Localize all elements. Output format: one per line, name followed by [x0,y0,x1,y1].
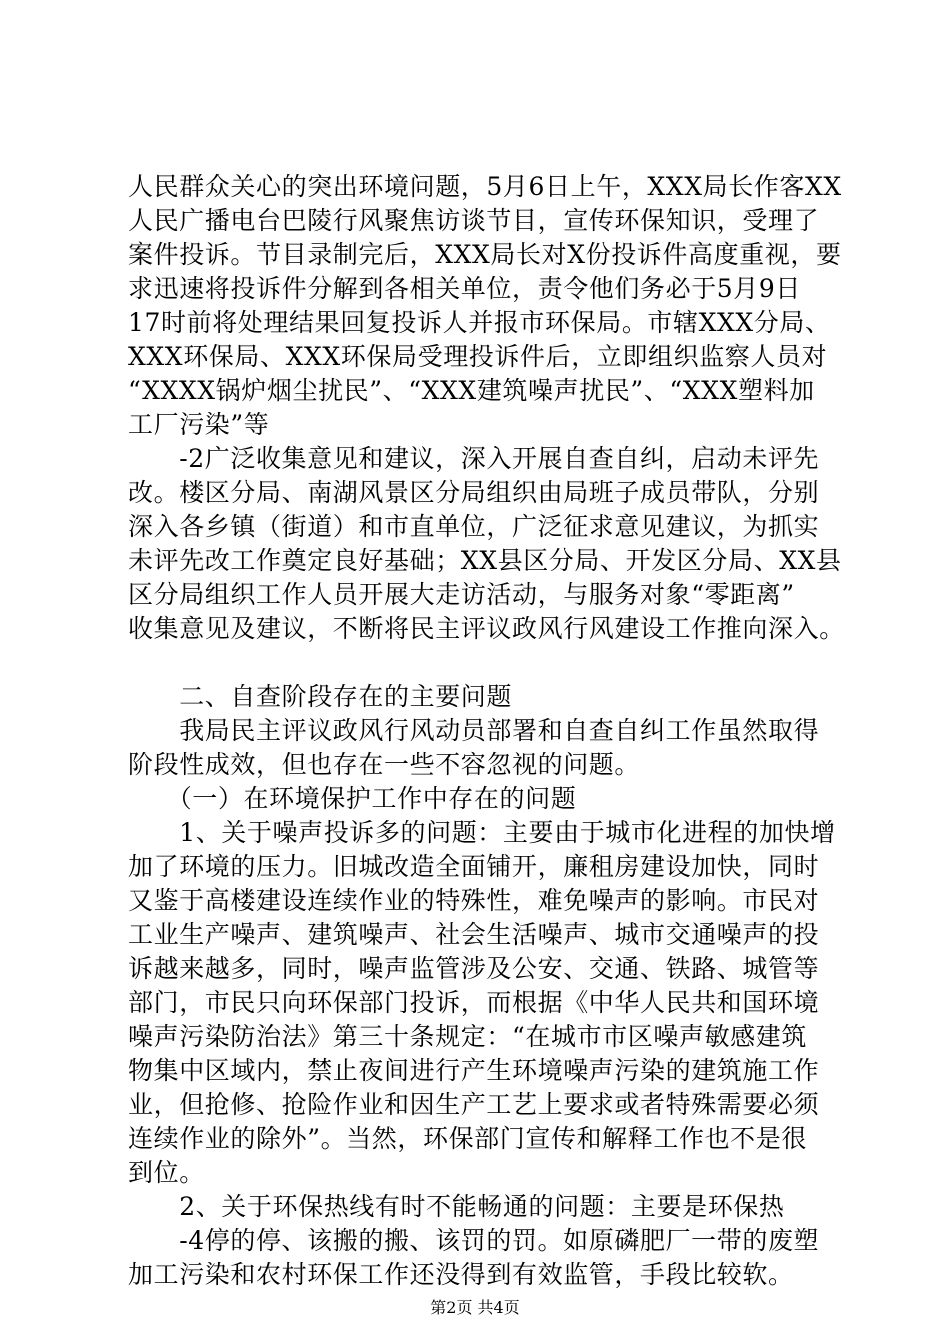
text-line: -4停的停、该搬的搬、该罚的罚。如原磷肥厂一带的废塑 [128,1226,820,1255]
text-line: “XXXX锅炉烟尘扰民”、“XXX建筑噪声扰民”、“XXX塑料加 [128,376,815,405]
text-line: 部门，市民只向环保部门投诉，而根据《中华人民共和国环境 [128,988,820,1017]
text-line: 区分局组织工作人员开展大走访活动，与服务对象“零距离” [128,580,795,609]
page-number-footer: 第2页 共4页 [430,1298,520,1317]
text-line: 阶段性成效，但也存在一些不容忽视的问题。 [128,750,641,779]
text-line: 17时前将处理结果回复投诉人并报市环保局。市辖XXX分局、 [128,308,831,337]
text-line: 收集意见及建议，不断将民主评议政风行风建设工作推向深入。 [128,614,845,643]
text-line: 1、关于噪声投诉多的问题：主要由于城市化进程的加快增 [128,818,836,847]
text-line: 业，但抢修、抢险作业和因生产工艺上要求或者特殊需要必须 [128,1090,820,1119]
text-line: 又鉴于高楼建设连续作业的特殊性，难免噪声的影响。市民对 [128,886,820,915]
text-line: 工厂污染”等 [128,410,270,439]
text-line: 人民群众关心的突出环境问题，5月6日上午，XXX局长作客XX [128,172,842,201]
text-line: 案件投诉。节目录制完后，XXX局长对X份投诉件高度重视，要 [128,240,842,269]
text-line: 噪声污染防治法》第三十条规定：“在城市市区噪声敏感建筑 [128,1022,807,1051]
text-line: 未评先改工作奠定良好基础；XX县区分局、开发区分局、XX县 [128,546,842,575]
text-line: -2广泛收集意见和建议，深入开展自查自纠，启动未评先 [128,444,820,473]
text-line: XXX环保局、XXX环保局受理投诉件后，立即组织监察人员对 [128,342,828,371]
text-line: 人民广播电台巴陵行风聚焦访谈节目，宣传环保知识，受理了 [128,206,820,235]
text-line: 加了环境的压力。旧城改造全面铺开，廉租房建设加快，同时 [128,852,820,881]
text-line: 2、关于环保热线有时不能畅通的问题：主要是环保热 [128,1192,785,1221]
text-line: 物集中区域内，禁止夜间进行产生环境噪声污染的建筑施工作 [128,1056,820,1085]
section-heading: 二、自查阶段存在的主要问题 [128,682,513,711]
text-line: 工业生产噪声、建筑噪声、社会生活噪声、城市交通噪声的投 [128,920,820,949]
subsection-heading: （一）在环境保护工作中存在的问题 [128,784,577,813]
text-line: 连续作业的除外”。当然，环保部门宣传和解释工作也不是很 [128,1124,807,1153]
text-line: 到位。 [128,1158,205,1187]
text-line: 改。楼区分局、南湖风景区分局组织由局班子成员带队，分别 [128,478,820,507]
text-line: 深入各乡镇（街道）和市直单位，广泛征求意见建议，为抓实 [128,512,820,541]
text-line: 诉越来越多，同时，噪声监管涉及公安、交通、铁路、城管等 [128,954,820,983]
text-line: 我局民主评议政风行风动员部署和自查自纠工作虽然取得 [128,716,820,745]
text-line: 加工污染和农村环保工作还没得到有效监管，手段比较软。 [128,1260,794,1289]
text-line: 求迅速将投诉件分解到各相关单位，责令他们务必于5月9日 [128,274,802,303]
